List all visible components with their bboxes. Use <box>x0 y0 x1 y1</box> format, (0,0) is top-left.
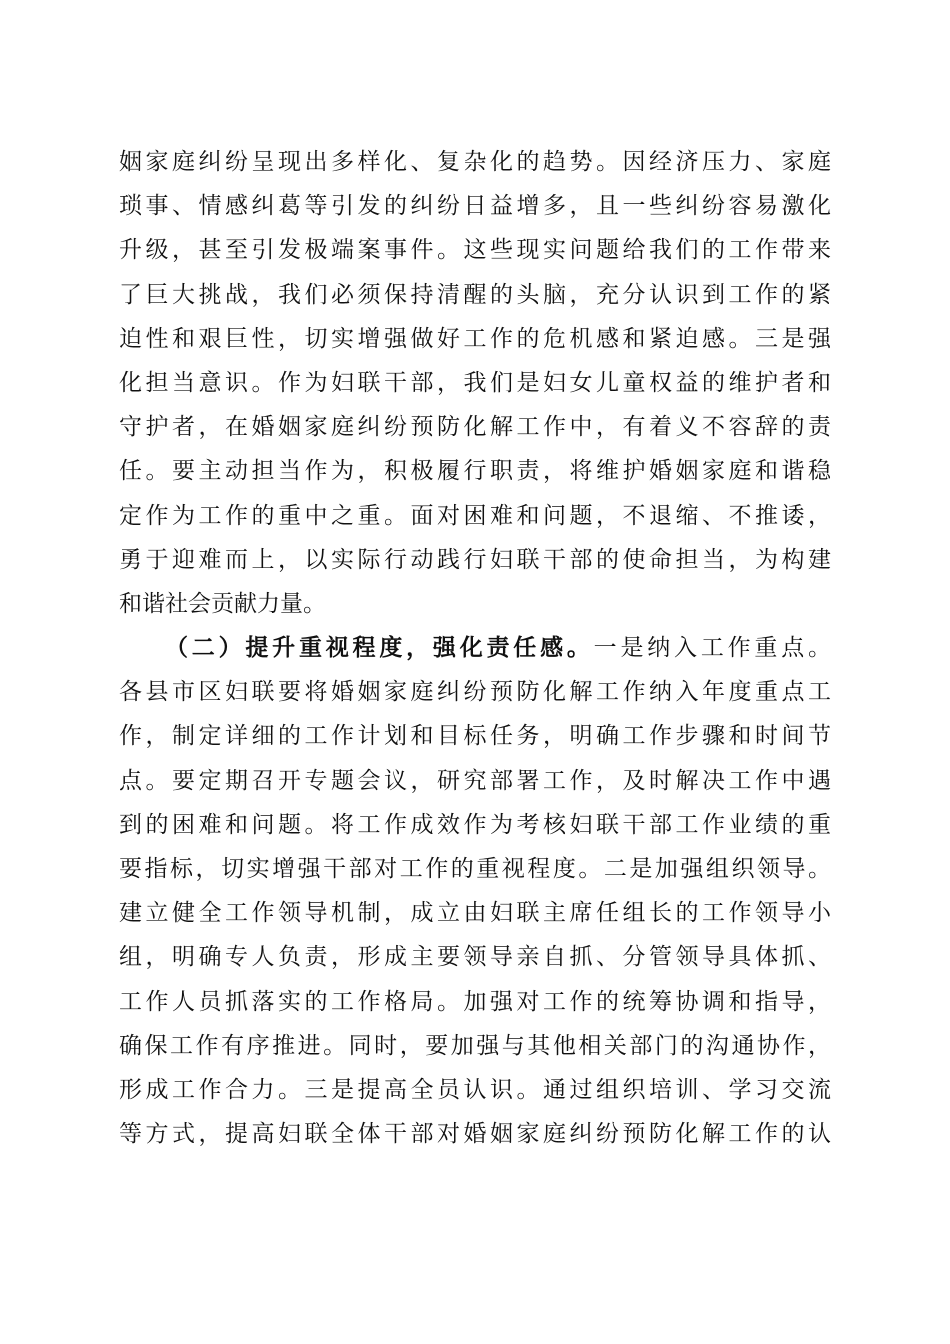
text-line: 姻家庭纠纷呈现出多样化、复杂化的趋势。因经济压力、家庭 <box>119 149 831 175</box>
section-heading: （二）提升重视程度，强化责任感。 <box>165 634 594 662</box>
text-line: 定作为工作的重中之重。面对困难和问题，不退缩、不推诿， <box>119 502 831 529</box>
text-line: 任。要主动担当作为，积极履行职责，将维护婚姻家庭和谐稳 <box>119 458 831 485</box>
paragraph-1 <box>119 140 831 626</box>
text-line: 升级，甚至引发极端案事件。这些现实问题给我们的工作带来 <box>119 237 831 264</box>
text-line: 要指标，切实增强干部对工作的重视程度。二是加强组织领导。 <box>119 856 831 882</box>
text-line: 和谐社会贡献力量。 <box>119 590 326 617</box>
text-line: 作，制定详细的工作计划和目标任务，明确工作步骤和时间节 <box>119 723 831 750</box>
text-line: 化担当意识。作为妇联干部，我们是妇女儿童权益的维护者和 <box>119 369 831 396</box>
text-line: 等方式，提高妇联全体干部对婚姻家庭纠纷预防化解工作的认 <box>119 1121 831 1148</box>
text-line: 组，明确专人负责，形成主要领导亲自抓、分管领导具体抓、 <box>119 944 831 971</box>
text-line: 琐事、情感纠葛等引发的纠纷日益增多，且一些纠纷容易激化 <box>119 193 831 220</box>
text-line: 点。要定期召开专题会议，研究部署工作，及时解决工作中遇 <box>119 767 831 794</box>
text-line: 守护者，在婚姻家庭纠纷预防化解工作中，有着义不容辞的责 <box>119 414 831 441</box>
paragraph-2 <box>119 626 831 1156</box>
text-line: 到的困难和问题。将工作成效作为考核妇联干部工作业绩的重 <box>119 811 831 838</box>
text-line: 了巨大挑战，我们必须保持清醒的头脑，充分认识到工作的紧 <box>119 281 831 308</box>
text-line: 建立健全工作领导机制，成立由妇联主席任组长的工作领导小 <box>119 900 831 927</box>
text-line: 工作人员抓落实的工作格局。加强对工作的统筹协调和指导， <box>119 988 831 1015</box>
text-line: 确保工作有序推进。同时，要加强与其他相关部门的沟通协作， <box>119 1032 831 1059</box>
paragraph-heading-line <box>119 626 831 670</box>
text-line: 迫性和艰巨性，切实增强做好工作的危机感和紧迫感。三是强 <box>119 325 831 352</box>
text-span: 一是纳入工作重点。 <box>593 635 832 662</box>
text-line: 各县市区妇联要将婚姻家庭纠纷预防化解工作纳入年度重点工 <box>119 679 831 706</box>
text-line: 勇于迎难而上，以实际行动践行妇联干部的使命担当，为构建 <box>119 546 831 573</box>
document-body <box>119 140 831 1156</box>
text-line: 形成工作合力。三是提高全员认识。通过组织培训、学习交流 <box>119 1076 831 1103</box>
